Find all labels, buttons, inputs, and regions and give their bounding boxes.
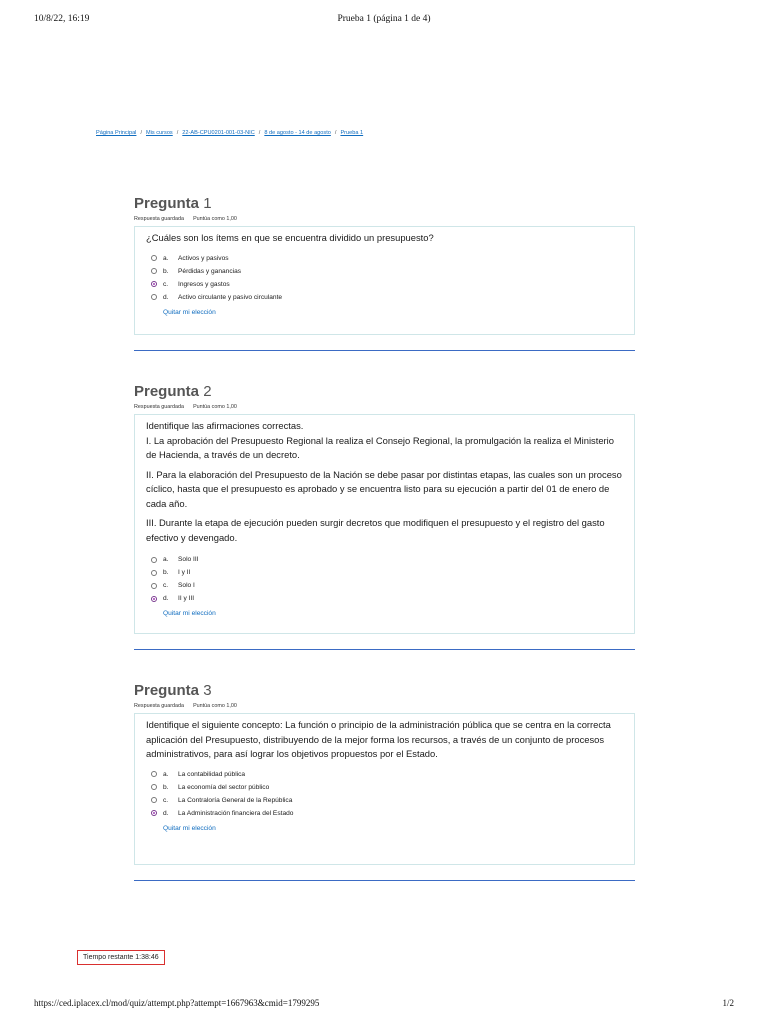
- radio-button[interactable]: [151, 268, 157, 274]
- answer-option[interactable]: b. La economía del sector público: [146, 781, 623, 794]
- question-points: Puntúa como 1,00: [193, 404, 237, 410]
- answer-option[interactable]: b. I y II: [146, 566, 623, 579]
- question-status: Respuesta guardada: [134, 404, 185, 410]
- answer-option[interactable]: a. Activos y pasivos: [146, 252, 623, 265]
- answer-option[interactable]: a. Solo III: [146, 553, 623, 566]
- clear-choice-link[interactable]: Quitar mi elección: [163, 308, 216, 316]
- question-2: [134, 382, 635, 634]
- clear-choice-link[interactable]: Quitar mi elección: [163, 824, 216, 832]
- question-title: Pregunta 1: [134, 195, 212, 212]
- question-box: [134, 414, 635, 634]
- breadcrumb-quiz[interactable]: Prueba 1: [340, 130, 364, 136]
- breadcrumb-course[interactable]: 22-AB-CPU0201-001-03-NIC: [182, 130, 255, 136]
- print-date: 10/8/22, 16:19: [34, 14, 90, 24]
- answer-option[interactable]: d. Activo circulante y pasivo circulante: [146, 291, 623, 304]
- answer-option[interactable]: c. Solo I: [146, 579, 623, 592]
- answer-list: [146, 768, 623, 820]
- radio-button-checked[interactable]: [151, 810, 157, 816]
- question-title: Pregunta 2: [134, 383, 212, 400]
- question-title: Pregunta 3: [134, 682, 212, 699]
- radio-button-checked[interactable]: [151, 596, 157, 602]
- question-status: Respuesta guardada: [134, 703, 185, 709]
- breadcrumb-my-courses[interactable]: Mis cursos: [146, 130, 173, 136]
- breadcrumb-week[interactable]: 8 de agosto - 14 de agosto: [264, 130, 331, 136]
- answer-option[interactable]: c. Ingresos y gastos: [146, 278, 623, 291]
- question-meta: [134, 215, 635, 223]
- print-footer: [0, 998, 768, 1010]
- question-points: Puntúa como 1,00: [193, 216, 237, 222]
- answer-option[interactable]: b. Pérdidas y ganancias: [146, 265, 623, 278]
- breadcrumb: [96, 130, 363, 136]
- time-remaining: Tiempo restante 1:38:46: [77, 950, 165, 965]
- radio-button[interactable]: [151, 570, 157, 576]
- answer-option[interactable]: a. La contabilidad pública: [146, 768, 623, 781]
- answer-list: [146, 553, 623, 605]
- print-header: [0, 14, 768, 28]
- question-3: [134, 681, 635, 865]
- question-box: [134, 226, 635, 335]
- breadcrumb-separator: /: [176, 130, 179, 136]
- question-text: Identifique el siguiente concepto: La función o principio de la administración pública que se centra en la correcta aplicación del Presupuesto, distribuyendo de la mejor forma los recursos, a través de un conjunto de procesos administrativos, para así lograr los objetivos propuestos por el Estado.: [146, 719, 611, 759]
- radio-button-checked[interactable]: [151, 281, 157, 287]
- radio-button[interactable]: [151, 771, 157, 777]
- divider: [134, 880, 635, 881]
- answer-option[interactable]: d. La Administración financiera del Estado: [146, 807, 623, 820]
- radio-button[interactable]: [151, 583, 157, 589]
- print-page-number: 1/2: [722, 998, 734, 1008]
- question-meta: [134, 403, 635, 411]
- breadcrumb-separator: /: [334, 130, 337, 136]
- answer-option[interactable]: d. II y III: [146, 592, 623, 605]
- question-points: Puntúa como 1,00: [193, 703, 237, 709]
- clear-choice-link[interactable]: Quitar mi elección: [163, 610, 216, 617]
- divider: [134, 350, 635, 351]
- divider: [134, 649, 635, 650]
- breadcrumb-separator: /: [258, 130, 261, 136]
- question-text: ¿Cuáles son los ítems en que se encuentra dividido un presupuesto?: [146, 232, 434, 243]
- question-status: Respuesta guardada: [134, 216, 185, 222]
- question-1: [134, 194, 635, 335]
- radio-button[interactable]: [151, 557, 157, 563]
- question-text: Identifique las afirmaciones correctas. I. La aprobación del Presupuesto Regional la realiza el Consejo Regional, la promulgación la realiza el Ministerio de Hacienda, a través de un decreto. II. Para la elaboración del Presupuesto de la Nación se debe pasar por distintas etapas, las cuales son un proceso cíclico, hasta que el presupuesto es aprobado y se encuentra listo para su ejecución a partir del 01 de enero de cada año. III. Durante la etapa de ejecución pueden surgir decretos que modifiquen el presupuesto y el registro del gasto efectivo y devengado.: [146, 420, 622, 543]
- answer-list: [146, 252, 623, 304]
- print-title: Prueba 1 (página 1 de 4): [337, 14, 431, 24]
- radio-button[interactable]: [151, 255, 157, 261]
- radio-button[interactable]: [151, 797, 157, 803]
- radio-button[interactable]: [151, 784, 157, 790]
- radio-button[interactable]: [151, 294, 157, 300]
- question-meta: [134, 702, 635, 710]
- breadcrumb-separator: /: [140, 130, 142, 136]
- breadcrumb-home[interactable]: Página Principal: [96, 130, 137, 136]
- answer-option[interactable]: c. La Contraloría General de la República: [146, 794, 623, 807]
- question-box: [134, 713, 635, 865]
- print-url: https://ced.iplacex.cl/mod/quiz/attempt.php?attempt=1667963&cmid=1799295: [34, 998, 320, 1008]
